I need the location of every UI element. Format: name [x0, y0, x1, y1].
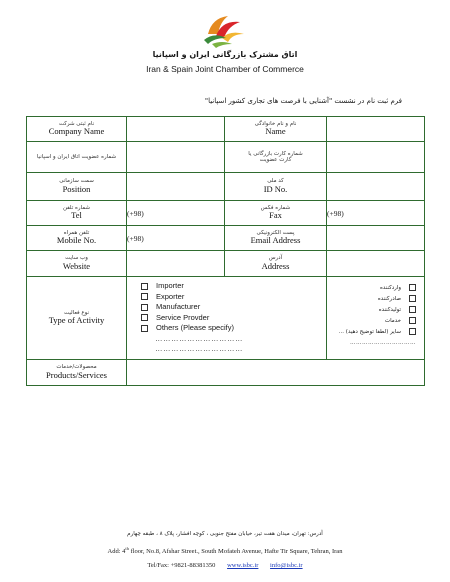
activity-label: نوع فعالیت Type of Activity: [27, 277, 127, 360]
footer-address-fa: آدرس: تهران، میدان هفت تیر، خیابان مفتح جنوبی ، کوچه افشار، پلاک ۸ ، طبقه چهارم: [127, 531, 323, 537]
tel-field[interactable]: (+98): [127, 201, 225, 226]
membership-label: شماره عضویت اتاق ایران و اسپانیا: [27, 142, 127, 173]
activity-option-importer[interactable]: Importer: [141, 281, 326, 292]
others-specify-line[interactable]: ……………………………: [155, 333, 243, 343]
row-mobile: [27, 226, 425, 251]
name-field[interactable]: [327, 117, 425, 142]
chamber-title-en: Iran & Spain Joint Chamber of Commerce: [146, 64, 304, 74]
checkbox-icon[interactable]: [141, 293, 148, 300]
fax-field[interactable]: (+98): [327, 201, 425, 226]
mobile-label: تلفن همراه Mobile No.: [27, 226, 127, 251]
row-tel: [27, 201, 425, 226]
address-field[interactable]: [327, 251, 425, 277]
products-field[interactable]: [127, 360, 425, 386]
website-label: وب سایت Website: [27, 251, 127, 277]
activity-option-manufacturer[interactable]: Manufacturer: [141, 302, 326, 313]
position-label: سمت سازمانی Position: [27, 173, 127, 201]
activity-option-service[interactable]: Service Provder: [141, 313, 326, 324]
position-field[interactable]: [127, 173, 225, 201]
chamber-title-fa: اتاق مشترک بازرگانی ایران و اسپانیا: [152, 50, 298, 59]
membership-field[interactable]: [127, 142, 225, 173]
activity-option-fa-manufacturer[interactable]: تولیدکننده: [331, 305, 416, 316]
checkbox-icon[interactable]: [141, 314, 148, 321]
registration-form: [26, 116, 425, 386]
activity-option-fa-exporter[interactable]: صادرکننده: [331, 294, 416, 305]
id-no-field[interactable]: [327, 173, 425, 201]
footer-telfax: Tel/Fax: +9821-88381350: [147, 562, 216, 569]
others-specify-line-fa[interactable]: ……………………………: [350, 340, 416, 346]
email-field[interactable]: [327, 226, 425, 251]
row-membership: [27, 142, 425, 173]
checkbox-icon[interactable]: [409, 328, 416, 335]
row-company-name: [27, 117, 425, 142]
chamber-logo: [198, 8, 246, 48]
footer-contact: [0, 562, 450, 569]
checkbox-icon[interactable]: [409, 306, 416, 313]
website-field[interactable]: [127, 251, 225, 277]
form-title: فرم ثبت نام در نشست "آشنایی با فرصت های تجاری کشور اسپانیا": [204, 97, 402, 105]
row-activity: [27, 277, 425, 360]
business-card-label: شماره کارت بازرگانی یا کارت عضویت: [225, 142, 327, 173]
checkbox-icon[interactable]: [141, 283, 148, 290]
activity-options-en: [127, 277, 327, 360]
checkbox-icon[interactable]: [409, 284, 416, 291]
company-name-label: نام ثبتی شرکت Company Name: [27, 117, 127, 142]
activity-option-exporter[interactable]: Exporter: [141, 292, 326, 303]
email-label: پست الکترونیکی Email Address: [225, 226, 327, 251]
name-label: نام و نام خانوادگی Name: [225, 117, 327, 142]
footer-email-link[interactable]: info@isbc.ir: [270, 562, 303, 569]
row-position: [27, 173, 425, 201]
activity-option-fa-importer[interactable]: واردکننده: [331, 283, 416, 294]
mobile-field[interactable]: (+98): [127, 226, 225, 251]
fax-label: شماره فکس Fax: [225, 201, 327, 226]
address-label: آدرس Address: [225, 251, 327, 277]
others-specify-line-2[interactable]: ……………………………: [155, 344, 243, 353]
activity-options-fa: [327, 277, 425, 360]
tel-label: شماره تلفن Tel: [27, 201, 127, 226]
checkbox-icon[interactable]: [141, 304, 148, 311]
products-label: محصولات/خدمات Products/Services: [27, 360, 127, 386]
id-no-label: کد ملی ID No.: [225, 173, 327, 201]
row-website: [27, 251, 425, 277]
company-name-field[interactable]: [127, 117, 225, 142]
row-products: [27, 360, 425, 386]
activity-option-fa-services[interactable]: خدمات: [331, 316, 416, 327]
business-card-field[interactable]: [327, 142, 425, 173]
activity-option-fa-others[interactable]: سایر (لطفا توضیح دهید) ...: [331, 327, 416, 338]
footer-address-en: Add: 4th floor, No.8, Afshar Street., South Mofateh Avenue, Hafte Tir Square, Tehran, Iran: [107, 546, 343, 556]
checkbox-icon[interactable]: [409, 317, 416, 324]
checkbox-icon[interactable]: [141, 325, 148, 332]
activity-option-others[interactable]: Others (Please specify): [141, 323, 326, 334]
footer-website-link[interactable]: www.isbc.ir: [227, 562, 259, 569]
checkbox-icon[interactable]: [409, 295, 416, 302]
